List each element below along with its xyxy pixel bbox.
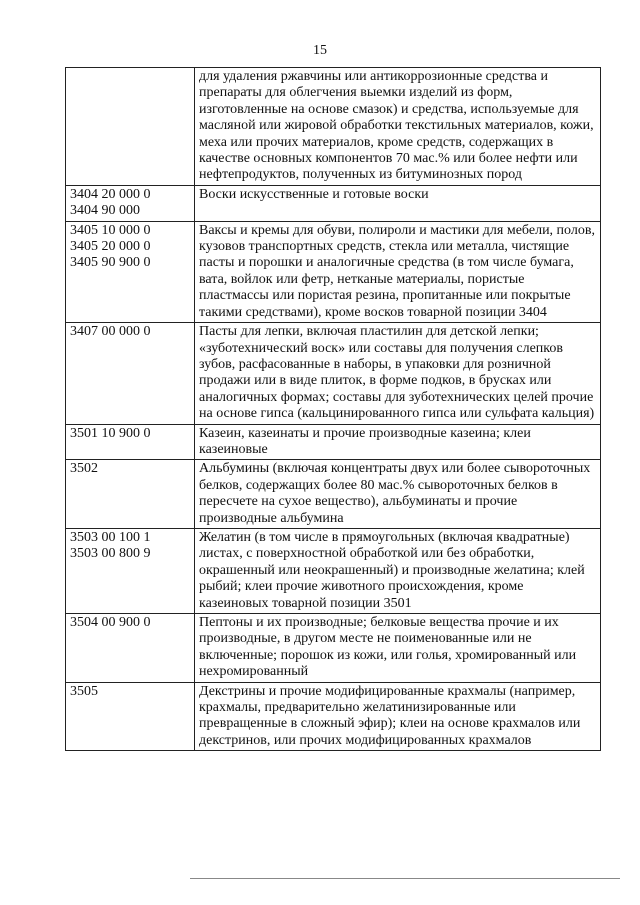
footer-divider [190, 878, 620, 879]
description-cell: Воски искусственные и готовые воски [195, 185, 601, 221]
code-cell [66, 323, 195, 424]
description-cell: Пасты для лепки, включая пластилин для детской лепки; «зуботехнический воск» или составы для получения слепков зубов, расфасованные в наборы, в упаковки для розничной продажи или в виде плиток, в форме подков, в брусках или аналогичных формах; составы для зуботехнических целей прочие на основе гипса (кальцинированного гипса или сульфата кальция) [195, 323, 601, 424]
code-cell [66, 460, 195, 529]
tariff-code: 3502 [70, 461, 98, 477]
tariff-code: 3501 10 900 0 [70, 425, 151, 441]
tariff-code: 3405 20 000 0 [70, 239, 151, 255]
description-cell: Декстрины и прочие модифицированные крахмалы (например, крахмалы, предварительно желатинизированные или превращенные в сложный эфир); клеи на основе крахмалов или декстринов, или прочих модифицированных крахмалов [195, 682, 601, 751]
tariff-code-table [65, 67, 601, 751]
table-row [66, 682, 601, 751]
code-cell [66, 682, 195, 751]
table-row [66, 614, 601, 683]
description-cell: Ваксы и кремы для обуви, полироли и мастики для мебели, полов, кузовов транспортных средств, стекла или металла, чистящие пасты и порошки и аналогичные средства (в том числе бумага, вата, войлок или фетр, нетканые материалы, пористые пластмассы или пористая резина, пропитанные или покрытые такими средствами), кроме восков товарной позиции 3404 [195, 221, 601, 322]
description-cell: Пептоны и их производные; белковые вещества прочие и их производные, в другом месте не поименованные или не включенные; порошок из кожи, или голья, хромированный или нехромированный [195, 614, 601, 683]
description-cell: для удаления ржавчины или антикоррозионные средства и препараты для облегчения выемки изделий из форм, изготовленные на основе смазок) и средства, используемые для масляной или жировой обработки текстильных материалов, кожи, меха или прочих материалов, кроме средств, содержащих в качестве основных компонентов 70 мас.% или более нефти или нефтепродуктов, полученных из битуминозных пород [195, 68, 601, 186]
tariff-code: 3404 90 000 [70, 203, 140, 219]
code-cell [66, 528, 195, 613]
table-row [66, 424, 601, 460]
table-row [66, 460, 601, 529]
description-cell: Альбумины (включая концентраты двух или более сывороточных белков, содержащих более 80 мас.% сывороточных белков в пересчете на сухое вещество), альбуминаты и прочие производные альбумина [195, 460, 601, 529]
tariff-code: 3503 00 800 9 [70, 546, 151, 562]
description-cell: Желатин (в том числе в прямоугольных (включая квадратные) листах, с поверхностной обработкой или без обработки, окрашенный или неокрашенный) и производные желатина; клей рыбий; клеи прочие животного происхождения, кроме казеиновых товарной позиции 3501 [195, 528, 601, 613]
table-row [66, 528, 601, 613]
tariff-code: 3504 00 900 0 [70, 615, 151, 630]
table-row [66, 323, 601, 424]
table-row [66, 221, 601, 322]
description-cell: Казеин, казеинаты и прочие производные казеина; клеи казеиновые [195, 424, 601, 460]
tariff-code: 3505 [70, 683, 98, 699]
table-body [66, 68, 601, 751]
tariff-code: 3407 00 000 0 [70, 324, 151, 340]
tariff-code: 3405 90 900 0 [70, 255, 151, 271]
table-row [66, 68, 601, 186]
code-cell [66, 68, 195, 186]
page-number: 15 [313, 43, 327, 58]
code-cell [66, 185, 195, 221]
table-row [66, 185, 601, 221]
tariff-code: 3405 10 000 0 [70, 222, 151, 238]
code-cell [66, 424, 195, 460]
code-cell [66, 614, 195, 683]
tariff-code: 3404 20 000 0 [70, 186, 151, 202]
code-cell [66, 221, 195, 322]
tariff-code: 3503 00 100 1 [70, 529, 151, 545]
